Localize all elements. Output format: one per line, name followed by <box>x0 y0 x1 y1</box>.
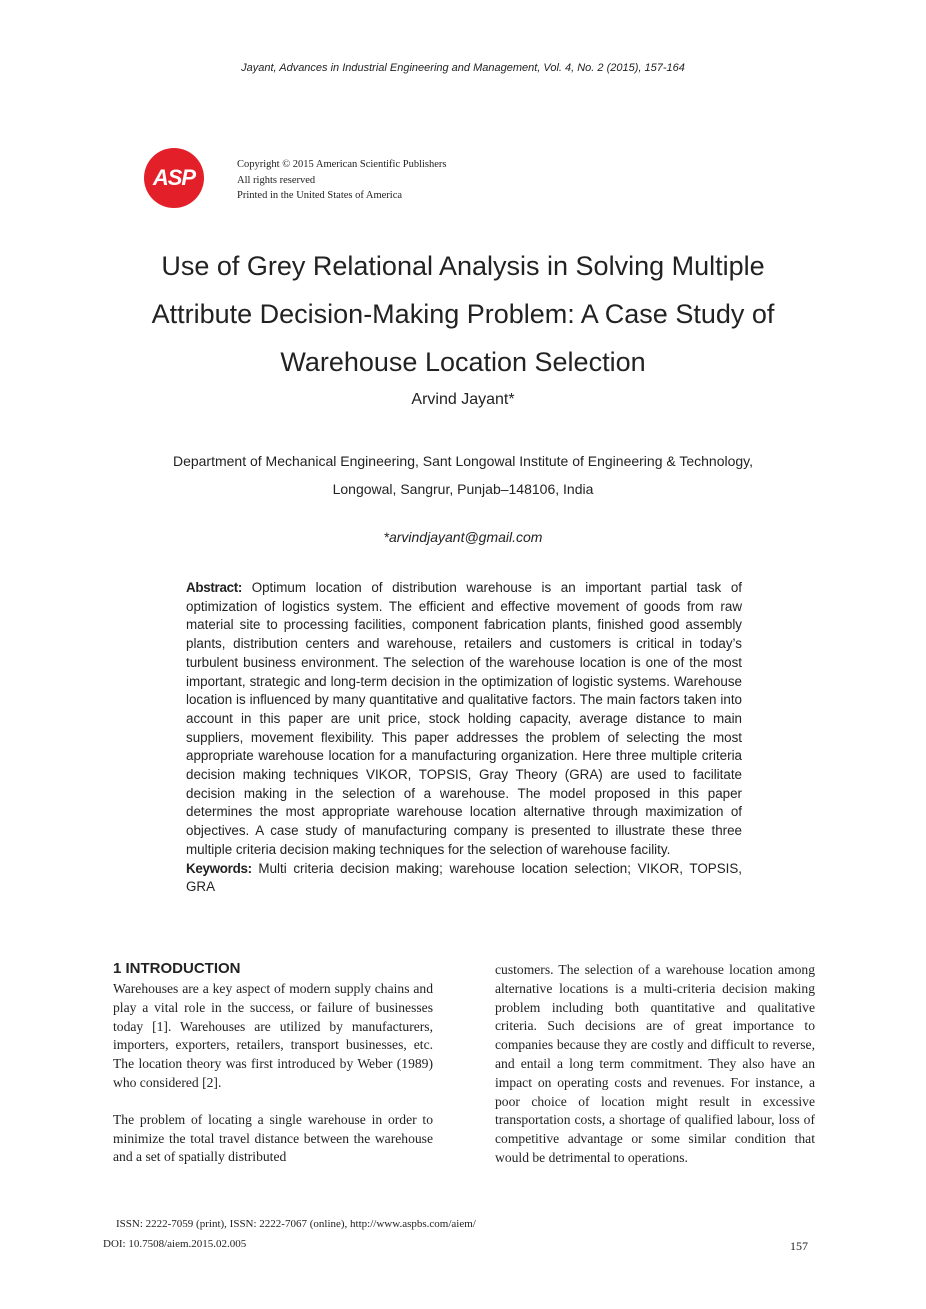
left-column <box>113 960 433 1167</box>
footer-doi: DOI: 10.7508/aiem.2015.02.005 <box>103 1238 247 1250</box>
abstract-label: Abstract: <box>186 580 243 595</box>
intro-paragraph-1: Warehouses are a key aspect of modern supply chains and play a vital role in the success, or failure of businesses today [1]. Warehouses are utilized by manufacturers, importers, exporters, retailers, transport businesses, etc. The location theory was first introduced by Weber (1989) who considered [2]. <box>113 981 433 1090</box>
affiliation-line-2: Longowal, Sangrur, Punjab–148106, India <box>332 481 594 497</box>
section-heading: 1 INTRODUCTION <box>113 960 241 977</box>
rights-line: All rights reserved <box>237 174 316 186</box>
affiliation-line-1: Department of Mechanical Engineering, Sant Longowal Institute of Engineering & Technology, <box>172 453 754 469</box>
abstract-paragraph <box>186 579 742 860</box>
abstract-block <box>186 579 742 897</box>
author-email[interactable]: *arvindjayant@gmail.com <box>383 529 543 545</box>
running-header: Jayant, Advances in Industrial Engineering and Management, Vol. 4, No. 2 (2015), 157-164 <box>241 62 685 74</box>
keywords-text: Multi criteria decision making; warehouse location selection; VIKOR, TOPSIS, GRA <box>186 860 742 895</box>
asp-logo <box>144 148 204 208</box>
title-line-3: Warehouse Location Selection <box>280 347 646 377</box>
keywords-label: Keywords: <box>186 860 252 876</box>
title-line-2: Attribute Decision-Making Problem: A Case Study of <box>151 299 775 329</box>
title-line-1: Use of Grey Relational Analysis in Solving Multiple <box>161 251 765 281</box>
keywords-paragraph <box>186 860 742 897</box>
footer-issn: ISSN: 2222-7059 (print), ISSN: 2222-7067 (online), http://www.aspbs.com/aiem/ <box>116 1218 476 1230</box>
page-number: 157 <box>790 1239 808 1253</box>
right-column <box>495 961 815 1168</box>
intro-paragraph-2: The problem of locating a single warehouse in order to minimize the total travel distance between the warehouse and a set of spatially distributed <box>113 1111 433 1165</box>
affiliation <box>60 447 866 503</box>
abstract-text: Optimum location of distribution warehouse is an important partial task of optimization of logistics system. The efficient and effective movement of goods from raw material site to processing facilities, component fabrication plants, finished good assembly plants, distribution centers and warehouse, retailers and customers is critical in today’s turbulent business environment. The selection of the warehouse location is one of the most important, strategic and long-term decision in the optimization of logistic systems. Warehouse location is influenced by many quantitative and qualitative factors. The main factors taken into account in this paper are unit price, stock holding capacity, average distance to main suppliers, movement flexibility. This paper addresses the problem of selecting the most appropriate warehouse location for a manufacturing organization. Here three multiple criteria decision making techniques VIKOR, TOPSIS, Gray Theory (GRA) are used to facilitate decision making in the selection of a warehouse. The model proposed in this paper determines the most appropriate warehouse location alternative through maximization of objectives. A case study of manufacturing company is presented to illustrate these three multiple criteria decision making techniques for the selection of warehouse facility. <box>186 580 742 857</box>
printed-line: Printed in the United States of America <box>237 190 403 201</box>
asp-logo-text: ASP <box>152 165 196 190</box>
article-title <box>80 242 846 386</box>
copyright-block <box>237 157 447 204</box>
author-name: Arvind Jayant* <box>411 391 515 408</box>
intro-paragraph-3: customers. The selection of a warehouse location among alternative locations is a multi-criteria decision making problem including both quantitative and qualitative criteria. Such decisions are of great importance to companies because they are costly and difficult to reverse, and entail a long term commitment. They also have an impact on operating costs and revenues. For instance, a poor choice of location might result in excessive transportation costs, a shortage of qualified labour, loss of competitive advantage or some similar condition that would be detrimental to operations. <box>495 962 815 1165</box>
copyright-line: Copyright © 2015 American Scientific Publishers <box>237 159 447 170</box>
